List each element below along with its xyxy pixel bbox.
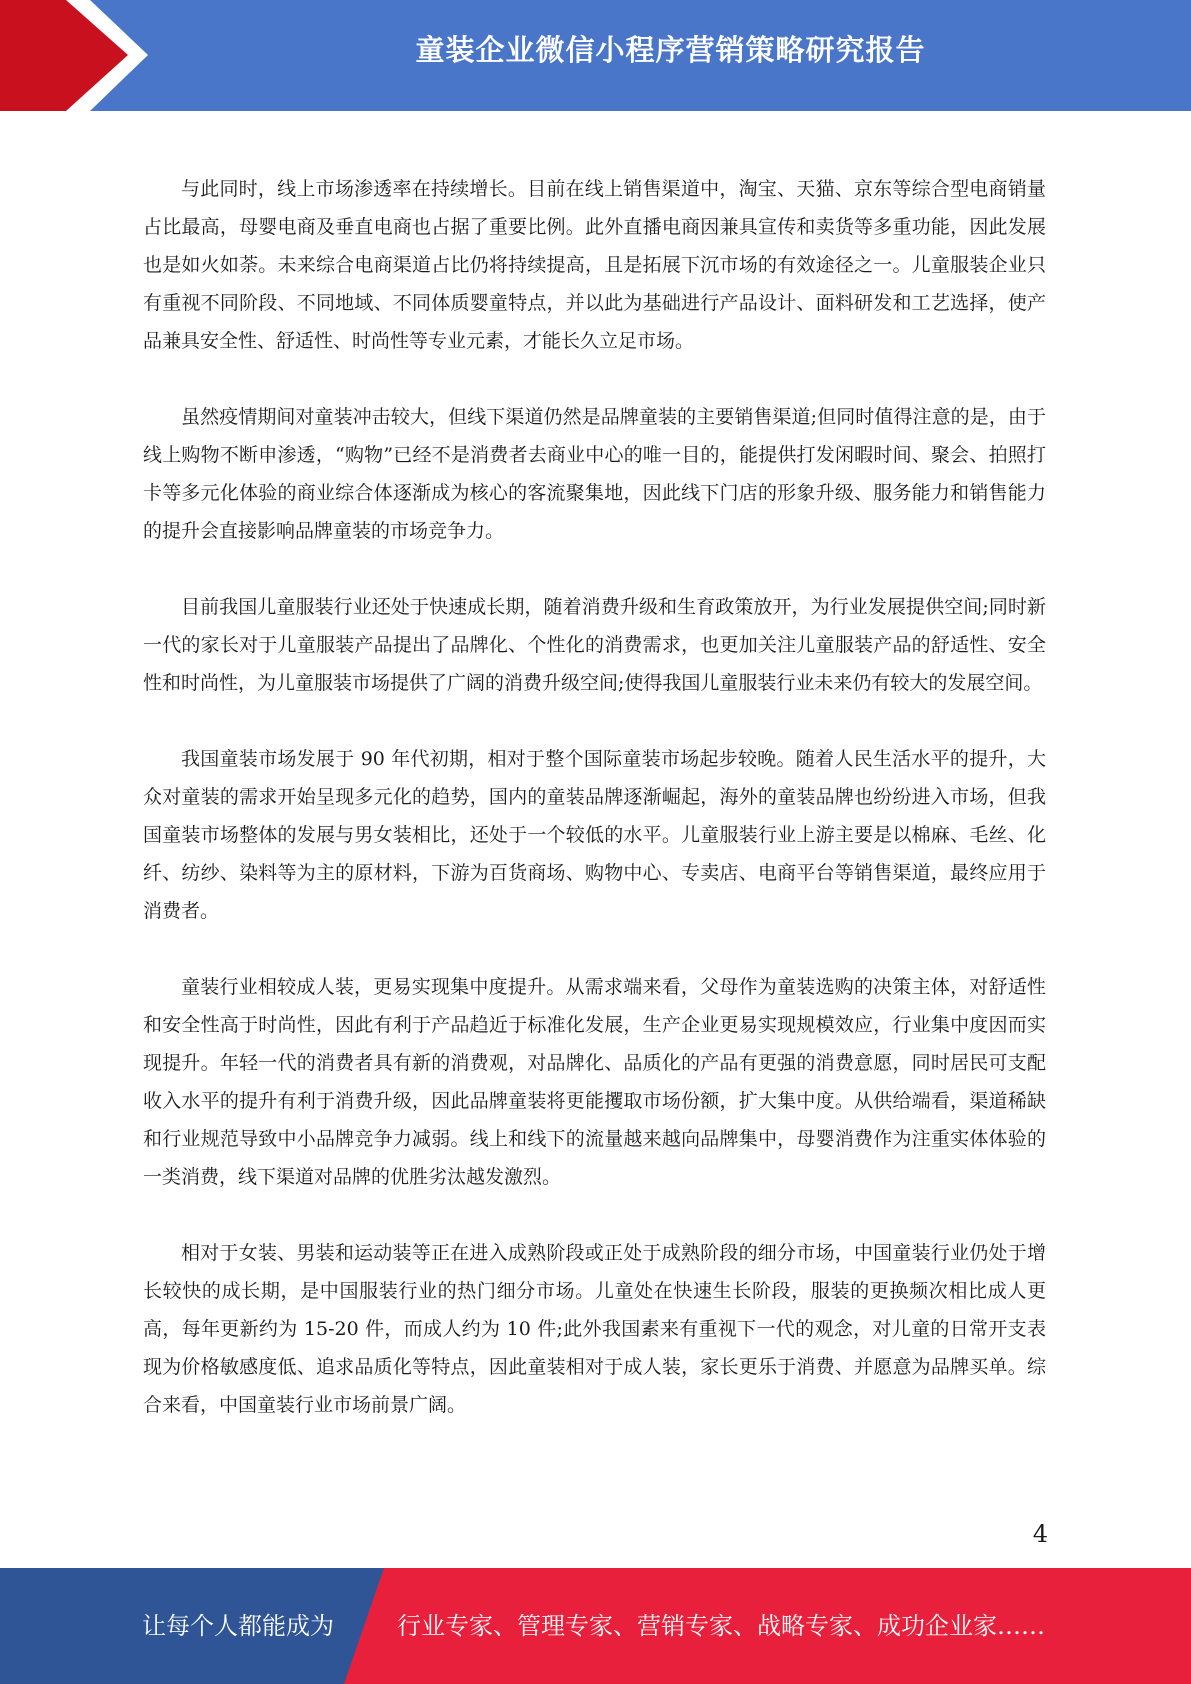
header-arrow-graphic: [0, 0, 160, 111]
page-header: [0, 0, 1191, 111]
paragraph-6: 相对于女装、男装和运动装等正在进入成熟阶段或正处于成熟阶段的细分市场，中国童装行业仍处于增长较快的成长期，是中国服装行业的热门细分市场。儿童处在快速生长阶段，服装的更换频次相比成人更高，每年更新约为 15-20 件，而成人约为 10 件;此外我国素来有重视下一代的观念，对儿童的日常开支表现为价格敏感度低、追求品质化等特点，因此童装相对于成人装，家长更乐于消费、并愿意为品牌买单。综合来看，中国童装行业市场前景广阔。: [143, 1242, 1046, 1416]
footer-slogan-left: 让每个人都能成为: [142, 1612, 334, 1640]
report-title: 童装企业微信小程序营销策略研究报告: [415, 33, 926, 67]
page-number: 4: [1032, 1520, 1048, 1548]
paragraph-2: 虽然疫情期间对童装冲击较大，但线下渠道仍然是品牌童装的主要销售渠道;但同时值得注意的是，由于线上购物不断申渗透，“购物”已经不是消费者去商业中心的唯一目的，能提供打发闲暇时间、聚会、拍照打卡等多元化体验的商业综合体逐渐成为核心的客流聚集地，因此线下门店的形象升级、服务能力和销售能力的提升会直接影响品牌童装的市场竞争力。: [143, 406, 1046, 542]
paragraph-3: 目前我国儿童服装行业还处于快速成长期，随着消费升级和生育政策放开，为行业发展提供空间;同时新一代的家长对于儿童服装产品提出了品牌化、个性化的消费需求，也更加关注儿童服装产品的舒适性、安全性和时尚性，为儿童服装市场提供了广阔的消费升级空间;使得我国儿童服装行业未来仍有较大的发展空间。: [143, 596, 1046, 694]
page-footer: [0, 1568, 1191, 1684]
paragraph-1: 与此同时，线上市场渗透率在持续增长。目前在线上销售渠道中，淘宝、天猫、京东等综合型电商销量占比最高，母婴电商及垂直电商也占据了重要比例。此外直播电商因兼具宣传和卖货等多重功能，因此发展也是如火如荼。未来综合电商渠道占比仍将持续提高，且是拓展下沉市场的有效途径之一。儿童服装企业只有重视不同阶段、不同地域、不同体质婴童特点，并以此为基础进行产品设计、面料研发和工艺选择，使产品兼具安全性、舒适性、时尚性等专业元素，才能长久立足市场。: [143, 178, 1046, 352]
paragraph-5: 童装行业相较成人装，更易实现集中度提升。从需求端来看，父母作为童装选购的决策主体，对舒适性和安全性高于时尚性，因此有利于产品趋近于标准化发展，生产企业更易实现规模效应，行业集中度因而实现提升。年轻一代的消费者具有新的消费观，对品牌化、品质化的产品有更强的消费意愿，同时居民可支配收入水平的提升有利于消费升级，因此品牌童装将更能攫取市场份额，扩大集中度。从供给端看，渠道稀缺和行业规范导致中小品牌竞争力减弱。线上和线下的流量越来越向品牌集中，母婴消费作为注重实体体验的一类消费，线下渠道对品牌的优胜劣汰越发激烈。: [143, 976, 1046, 1188]
paragraph-4: 我国童装市场发展于 90 年代初期，相对于整个国际童装市场起步较晚。随着人民生活水平的提升，大众对童装的需求开始呈现多元化的趋势，国内的童装品牌逐渐崛起，海外的童装品牌也纷纷进入市场，但我国童装市场整体的发展与男女装相比，还处于一个较低的水平。儿童服装行业上游主要是以棉麻、毛丝、化纤、纺纱、染料等为主的原材料，下游为百货商场、购物中心、专卖店、电商平台等销售渠道，最终应用于消费者。: [143, 748, 1046, 922]
body-text: [143, 170, 1046, 1462]
footer-slogan-right: 行业专家、管理专家、营销专家、战略专家、成功企业家……: [397, 1612, 1045, 1640]
